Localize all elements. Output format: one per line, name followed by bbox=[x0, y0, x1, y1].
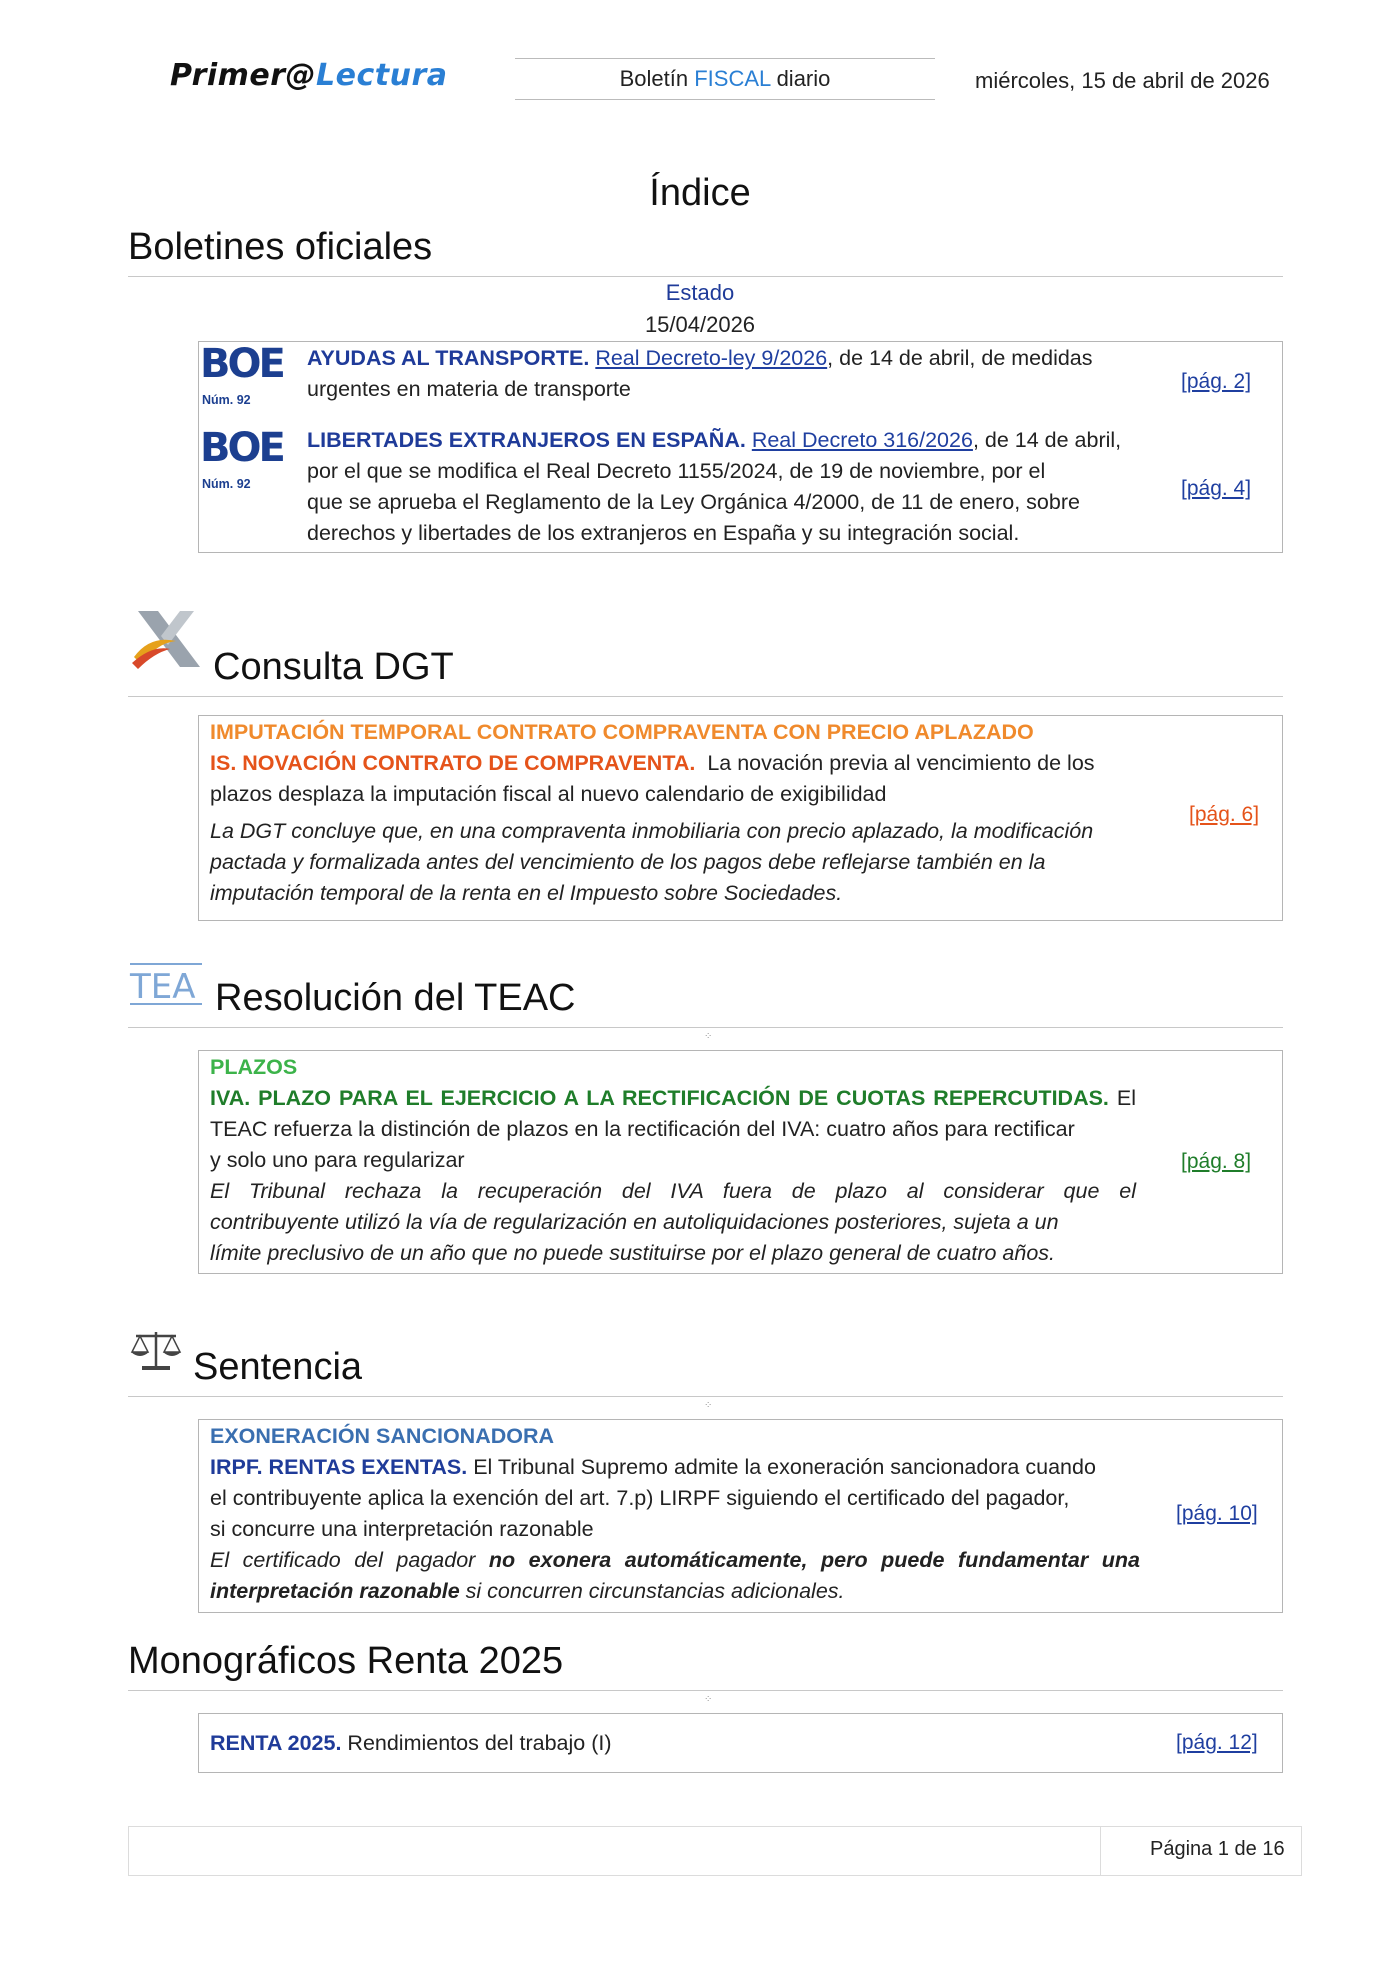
source-label: Estado bbox=[665, 280, 735, 305]
boe-logo-icon bbox=[200, 428, 286, 500]
section-divider bbox=[128, 276, 1283, 277]
law-link[interactable]: Real Decreto 316/2026 bbox=[751, 428, 973, 452]
item-text: , de 14 de abril, bbox=[972, 428, 1122, 452]
entry-summary-b: si concurren circunstancias adicionales. bbox=[459, 1579, 845, 1603]
section-divider bbox=[128, 1690, 1283, 1691]
brand-logo bbox=[170, 58, 448, 93]
entry-text: El Tribunal Supremo admite la exoneración sancionadora cuando bbox=[467, 1455, 1096, 1479]
entry-text: Rendimientos del trabajo (I) bbox=[341, 1731, 612, 1755]
entry-summary-1: La DGT concluye que, en una compraventa inmobiliaria con precio aplazado, la modificación bbox=[210, 819, 1094, 843]
bulletin-prefix: Boletín bbox=[619, 66, 695, 91]
renta-entry bbox=[210, 1728, 612, 1759]
page-link[interactable]: [pág. 10] bbox=[1176, 1502, 1258, 1525]
entry-heading: IRPF. RENTAS EXENTAS. bbox=[210, 1455, 468, 1479]
entry-summary-2: contribuyente utilizó la vía de regularización en autoliquidaciones posteriores, sujeta a un bbox=[210, 1210, 1059, 1234]
entry-summary-a: El certificado del pagador bbox=[210, 1548, 489, 1572]
page-link[interactable]: [pág. 2] bbox=[1181, 370, 1252, 393]
brand-part1: Primer@ bbox=[170, 58, 317, 93]
page-link[interactable]: [pág. 6] bbox=[1189, 803, 1260, 826]
item-text-2: por el que se modifica el Real Decreto 1155/2024, de 19 de noviembre, por el bbox=[307, 459, 1046, 483]
anchor-marker-icon: ⁘ bbox=[704, 1400, 713, 1411]
entry-summary-2: pactada y formalizada antes del vencimiento de los pagos debe reflejarse también en la bbox=[210, 850, 1046, 874]
entry-summary-3: imputación temporal de la renta en el Impuesto sobre Sociedades. bbox=[210, 881, 843, 905]
entry-summary-bold-a: no exonera automáticamente, pero puede fundamentar una bbox=[488, 1548, 1140, 1572]
bulletin-name bbox=[515, 58, 935, 100]
section-title-dgt: Consulta DGT bbox=[213, 646, 454, 688]
item-text-3: que se aprueba el Reglamento de la Ley Orgánica 4/2000, de 11 de enero, sobre bbox=[307, 490, 1080, 514]
item-heading: LIBERTADES EXTRANJEROS EN ESPAÑA. bbox=[307, 428, 746, 452]
scales-icon bbox=[130, 1328, 182, 1376]
entry-text-2: el contribuyente aplica la exención del art. 7.p) LIRPF siguiendo el certificado del pagador, bbox=[210, 1486, 1070, 1510]
brand-part2: Lectura bbox=[316, 58, 448, 93]
boe-mark-icon bbox=[200, 344, 286, 384]
item-text: , de 14 de abril, de medidas bbox=[827, 346, 1093, 370]
entry-category: EXONERACIÓN SANCIONADORA bbox=[210, 1424, 555, 1448]
anchor-marker-icon: ⁘ bbox=[704, 1031, 713, 1042]
header-date: miércoles, 15 de abril de 2026 bbox=[975, 68, 1270, 93]
entry-summary-bold-b: interpretación razonable bbox=[210, 1579, 460, 1603]
entry-text-2: y solo uno para regularizar bbox=[210, 1148, 465, 1172]
item-text-4: derechos y libertades de los extranjeros en España y su integración social. bbox=[307, 521, 1020, 545]
footer-divider bbox=[1100, 1826, 1101, 1876]
source-date: 15/04/2026 bbox=[644, 312, 756, 337]
entry-category: IMPUTACIÓN TEMPORAL CONTRATO COMPRAVENTA CON PRECIO APLAZADO bbox=[210, 720, 1034, 744]
entry-category: PLAZOS bbox=[210, 1055, 298, 1079]
page-link[interactable]: [pág. 8] bbox=[1181, 1150, 1252, 1173]
bulletin-suffix: diario bbox=[770, 66, 831, 91]
entry-text: La novación previa al vencimiento de los bbox=[707, 751, 1095, 775]
boe-number: Núm. 92 bbox=[202, 477, 251, 491]
boe-mark-icon bbox=[200, 428, 286, 468]
boe-mark-text: BOE bbox=[200, 428, 283, 468]
entry-summary-3: límite preclusivo de un año que no puede sustituirse por el plazo general de cuatro años. bbox=[210, 1241, 1056, 1265]
entry-text-2: plazos desplaza la imputación fiscal al nuevo calendario de exigibilidad bbox=[210, 782, 887, 806]
page-link[interactable]: [pág. 12] bbox=[1176, 1731, 1258, 1754]
boe-number: Núm. 92 bbox=[202, 393, 251, 407]
sentencia-entry bbox=[210, 1421, 1140, 1607]
bulletin-fiscal: FISCAL bbox=[694, 66, 771, 91]
entry-heading: IVA. PLAZO PARA EL EJERCICIO A LA RECTIFICACIÓN DE CUOTAS REPERCUTIDAS. bbox=[210, 1086, 1109, 1110]
footer bbox=[128, 1826, 1302, 1876]
boe-logo-icon bbox=[200, 344, 286, 416]
section-divider bbox=[128, 1027, 1283, 1028]
section-divider bbox=[128, 1396, 1283, 1397]
list-item bbox=[307, 343, 1142, 405]
entry-summary-1: El Tribunal rechaza la recuperación del IVA fuera de plazo al considerar que el bbox=[210, 1179, 1136, 1203]
item-heading: AYUDAS AL TRANSPORTE. bbox=[307, 346, 590, 370]
law-link[interactable]: Real Decreto-ley 9/2026 bbox=[595, 346, 828, 370]
page-link[interactable]: [pág. 4] bbox=[1181, 477, 1252, 500]
section-title-renta: Monográficos Renta 2025 bbox=[128, 1640, 564, 1682]
boe-mark-text: BOE bbox=[200, 344, 283, 384]
teac-entry bbox=[210, 1052, 1136, 1269]
entry-heading: RENTA 2025. bbox=[210, 1731, 342, 1755]
list-item bbox=[307, 425, 1142, 549]
section-title-sentencia: Sentencia bbox=[193, 1346, 363, 1388]
section-title-boletines: Boletines oficiales bbox=[128, 226, 433, 268]
dgt-entry bbox=[210, 717, 1155, 909]
item-text-2: urgentes en materia de transporte bbox=[307, 377, 631, 401]
section-divider bbox=[128, 696, 1283, 697]
entry-heading: IS. NOVACIÓN CONTRATO DE COMPRAVENTA. bbox=[210, 751, 696, 775]
anchor-marker-icon: ⁘ bbox=[704, 1694, 713, 1705]
entry-text: TEAC refuerza la distinción de plazos en la rectificación del IVA: cuatro años para rectificar bbox=[210, 1117, 1075, 1141]
entry-text-tail: El bbox=[1116, 1086, 1136, 1110]
aeat-logo-icon bbox=[130, 605, 208, 673]
page-number: Página 1 de 16 bbox=[1150, 1838, 1285, 1860]
index-title: Índice bbox=[649, 172, 751, 214]
entry-text-3: si concurre una interpretación razonable bbox=[210, 1517, 594, 1541]
section-title-teac: Resolución del TEAC bbox=[215, 977, 576, 1019]
tea-mark-text: TEA bbox=[130, 967, 196, 1007]
tea-logo-icon bbox=[128, 960, 204, 1008]
